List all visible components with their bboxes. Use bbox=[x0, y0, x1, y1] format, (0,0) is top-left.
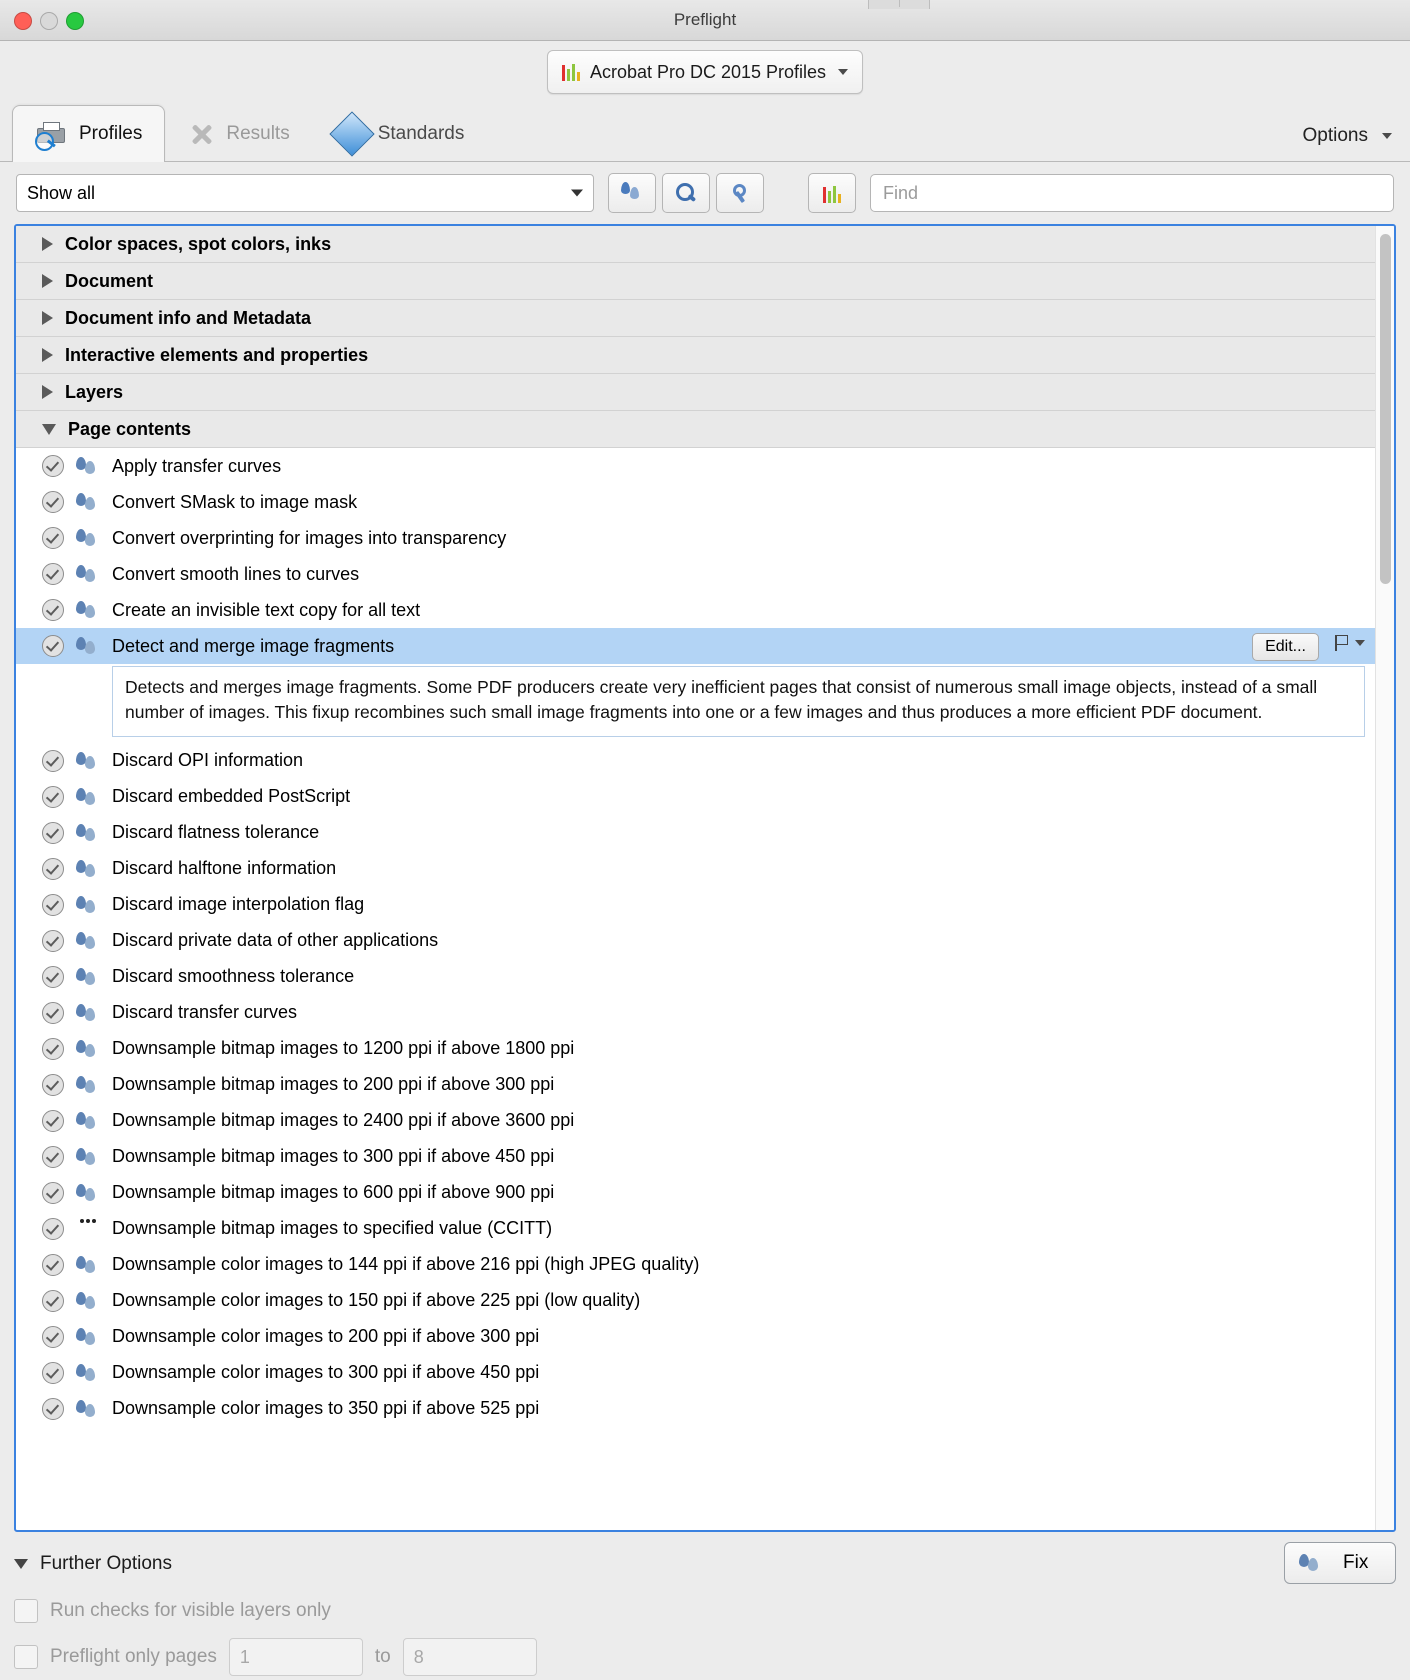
item-checkbox[interactable] bbox=[42, 527, 64, 549]
fixup-icon bbox=[76, 894, 100, 916]
profile-list[interactable] bbox=[16, 226, 1375, 1530]
item-checkbox[interactable] bbox=[42, 1218, 64, 1240]
list-item[interactable] bbox=[16, 1175, 1375, 1211]
chevron-right-icon bbox=[42, 274, 53, 288]
window-controls[interactable] bbox=[14, 12, 84, 30]
filter-select-value: Show all bbox=[27, 182, 96, 203]
printer-magnifier-icon bbox=[35, 121, 69, 147]
list-item-label: Downsample color images to 144 ppi if above 216 ppi (high JPEG quality) bbox=[112, 1254, 700, 1275]
fixup-icon bbox=[76, 1398, 100, 1420]
group-interactive-elements[interactable] bbox=[16, 337, 1375, 374]
page-to-placeholder: 8 bbox=[413, 1646, 424, 1667]
item-checkbox[interactable] bbox=[42, 455, 64, 477]
item-checkbox[interactable] bbox=[42, 563, 64, 585]
x-mark-icon bbox=[188, 121, 216, 147]
list-item[interactable] bbox=[16, 1355, 1375, 1391]
profile-selector-row bbox=[0, 41, 1410, 103]
preflight-pages-option[interactable] bbox=[14, 1634, 1396, 1680]
chevron-down-icon bbox=[1355, 640, 1365, 646]
group-label: Layers bbox=[65, 381, 124, 402]
tab-standards[interactable] bbox=[313, 105, 488, 162]
filter-select[interactable] bbox=[16, 174, 594, 212]
list-item[interactable] bbox=[16, 743, 1375, 779]
list-item-label: Downsample bitmap images to 1200 ppi if above 1800 ppi bbox=[112, 1038, 575, 1059]
list-item-label: Convert SMask to image mask bbox=[112, 491, 358, 512]
chevron-down-icon bbox=[14, 1559, 28, 1569]
profile-list-panel bbox=[14, 224, 1396, 1532]
item-checkbox[interactable] bbox=[42, 1146, 64, 1168]
list-item-label: Downsample color images to 200 ppi if above 300 ppi bbox=[112, 1326, 540, 1347]
droplet-icon bbox=[620, 182, 644, 204]
further-options-label: Further Options bbox=[40, 1553, 172, 1574]
tab-results[interactable] bbox=[165, 105, 312, 162]
blue-diamond-icon bbox=[329, 111, 374, 156]
list-item-label: Discard transfer curves bbox=[112, 1002, 298, 1023]
list-item[interactable] bbox=[16, 1031, 1375, 1067]
list-item-label: Downsample bitmap images to specified value (CCITT) bbox=[112, 1218, 553, 1239]
edit-button[interactable]: Edit... bbox=[1252, 633, 1319, 661]
list-item[interactable] bbox=[16, 1139, 1375, 1175]
list-item-label: Discard private data of other applications bbox=[112, 930, 439, 951]
list-item-label: Downsample bitmap images to 200 ppi if above 300 ppi bbox=[112, 1074, 555, 1095]
fixup-icon bbox=[76, 1038, 100, 1060]
item-checkbox[interactable] bbox=[42, 966, 64, 988]
fixup-icon bbox=[76, 1290, 100, 1312]
further-options-toggle[interactable] bbox=[14, 1553, 172, 1575]
list-item-label: Downsample color images to 350 ppi if above 525 ppi bbox=[112, 1398, 540, 1419]
list-item[interactable] bbox=[16, 592, 1375, 628]
list-item[interactable] bbox=[16, 887, 1375, 923]
item-checkbox[interactable] bbox=[42, 1002, 64, 1024]
item-checkbox[interactable] bbox=[42, 1362, 64, 1384]
list-item-label: Create an invisible text copy for all text bbox=[112, 599, 421, 620]
group-color-spaces[interactable] bbox=[16, 226, 1375, 263]
item-checkbox[interactable] bbox=[42, 1182, 64, 1204]
list-item-label: Downsample color images to 300 ppi if above 450 ppi bbox=[112, 1362, 540, 1383]
item-checkbox[interactable] bbox=[42, 491, 64, 513]
tab-bar bbox=[0, 103, 1410, 162]
fix-button-label: Fix bbox=[1343, 1552, 1369, 1573]
preflight-pages-label: Preflight only pages bbox=[50, 1646, 217, 1667]
fixup-icon bbox=[76, 1362, 100, 1384]
list-item[interactable] bbox=[16, 1103, 1375, 1139]
list-item-label: Downsample bitmap images to 300 ppi if above 450 ppi bbox=[112, 1146, 555, 1167]
item-checkbox[interactable] bbox=[42, 894, 64, 916]
group-document[interactable] bbox=[16, 263, 1375, 300]
item-checkbox[interactable] bbox=[42, 822, 64, 844]
fixup-icon bbox=[76, 635, 100, 657]
group-page-contents[interactable] bbox=[16, 411, 1375, 448]
visible-layers-label: Run checks for visible layers only bbox=[50, 1600, 331, 1621]
list-item-label: Downsample color images to 150 ppi if above 225 ppi (low quality) bbox=[112, 1290, 641, 1311]
chevron-down-icon bbox=[42, 424, 56, 435]
window-tab-nub bbox=[868, 0, 930, 9]
list-item[interactable] bbox=[16, 556, 1375, 592]
color-bars-icon bbox=[823, 183, 841, 203]
item-checkbox[interactable] bbox=[42, 930, 64, 952]
fixup-icon bbox=[76, 750, 100, 772]
chevron-right-icon bbox=[42, 348, 53, 362]
search-tool-button[interactable] bbox=[662, 173, 710, 213]
list-item[interactable] bbox=[16, 995, 1375, 1031]
window-title: Preflight bbox=[673, 10, 737, 29]
item-checkbox[interactable] bbox=[42, 1254, 64, 1276]
tab-profiles[interactable] bbox=[12, 105, 165, 162]
chevron-right-icon bbox=[42, 385, 53, 399]
flag-icon bbox=[1335, 635, 1348, 651]
fixup-icon bbox=[76, 1254, 100, 1276]
list-item[interactable] bbox=[16, 815, 1375, 851]
chevron-right-icon bbox=[42, 311, 53, 325]
item-checkbox[interactable] bbox=[42, 1326, 64, 1348]
options-menu-button[interactable] bbox=[1303, 125, 1392, 147]
toolbar bbox=[0, 162, 1410, 224]
page-from-placeholder: 1 bbox=[239, 1646, 250, 1667]
page-range-to-label: to bbox=[374, 1646, 391, 1667]
chevron-right-icon bbox=[42, 237, 53, 251]
color-bars-icon bbox=[562, 63, 580, 81]
toolbar-button-group bbox=[608, 173, 764, 213]
group-layers[interactable] bbox=[16, 374, 1375, 411]
wrench-icon bbox=[729, 182, 751, 204]
list-item-label: Convert overprinting for images into transparency bbox=[112, 527, 507, 548]
list-item-label: Convert smooth lines to curves bbox=[112, 563, 360, 584]
group-label: Document info and Metadata bbox=[65, 307, 312, 328]
group-label: Page contents bbox=[68, 418, 192, 439]
item-checkbox[interactable] bbox=[42, 858, 64, 880]
group-label: Document bbox=[65, 270, 154, 291]
list-item-label: Downsample bitmap images to 2400 ppi if above 3600 ppi bbox=[112, 1110, 575, 1131]
zoom-window-button[interactable] bbox=[66, 12, 84, 30]
list-item-label: Discard OPI information bbox=[112, 750, 304, 771]
fixup-icon bbox=[76, 1146, 100, 1168]
chevron-down-icon bbox=[571, 190, 583, 197]
minimize-window-button[interactable] bbox=[40, 12, 58, 30]
further-options-row bbox=[14, 1540, 1396, 1588]
dots-icon bbox=[76, 1217, 100, 1241]
list-item-label: Discard flatness tolerance bbox=[112, 822, 320, 843]
droplet-tool-button[interactable] bbox=[608, 173, 656, 213]
list-item[interactable] bbox=[16, 851, 1375, 887]
list-item[interactable] bbox=[16, 1211, 1375, 1247]
list-item[interactable] bbox=[16, 779, 1375, 815]
bars-tool-button[interactable] bbox=[808, 173, 856, 213]
fixup-icon bbox=[76, 491, 100, 513]
find-input-placeholder: Find bbox=[883, 182, 919, 203]
list-item[interactable] bbox=[16, 484, 1375, 520]
fixup-icon bbox=[76, 786, 100, 808]
fixup-icon bbox=[76, 1074, 100, 1096]
list-item[interactable] bbox=[16, 1391, 1375, 1427]
fixup-icon bbox=[76, 822, 100, 844]
list-item[interactable] bbox=[16, 923, 1375, 959]
visible-layers-checkbox[interactable] bbox=[14, 1599, 38, 1623]
find-input[interactable] bbox=[870, 174, 1394, 212]
tab-standards-label: Standards bbox=[377, 123, 465, 144]
scrollbar-thumb[interactable] bbox=[1380, 234, 1391, 584]
profile-selector-label: Acrobat Pro DC 2015 Profiles bbox=[589, 61, 827, 82]
item-checkbox[interactable] bbox=[42, 599, 64, 621]
list-item-label: Discard halftone information bbox=[112, 858, 337, 879]
fixup-tool-button[interactable] bbox=[716, 173, 764, 213]
item-checkbox[interactable] bbox=[42, 635, 64, 657]
fixup-icon bbox=[76, 966, 100, 988]
list-item-label: Discard smoothness tolerance bbox=[112, 966, 355, 987]
magnifier-icon bbox=[675, 182, 697, 204]
profile-selector-button[interactable] bbox=[547, 50, 863, 94]
fixup-icon bbox=[76, 1110, 100, 1132]
page-to-input[interactable] bbox=[403, 1638, 537, 1676]
options-menu-label: Options bbox=[1302, 125, 1368, 146]
list-item[interactable] bbox=[16, 1319, 1375, 1355]
list-item-label: Detect and merge image fragments bbox=[112, 635, 395, 656]
group-label: Interactive elements and properties bbox=[65, 344, 369, 365]
list-item[interactable] bbox=[16, 520, 1375, 556]
list-item-label: Downsample bitmap images to 600 ppi if above 900 ppi bbox=[112, 1182, 555, 1203]
fixup-icon bbox=[76, 1182, 100, 1204]
list-item[interactable] bbox=[16, 1067, 1375, 1103]
fixup-icon bbox=[76, 455, 100, 477]
item-checkbox[interactable] bbox=[42, 786, 64, 808]
page-from-input[interactable] bbox=[229, 1638, 363, 1676]
fixup-icon bbox=[76, 599, 100, 621]
fixup-icon bbox=[76, 1326, 100, 1348]
chevron-down-icon bbox=[1382, 133, 1392, 139]
visible-layers-option[interactable] bbox=[14, 1588, 1396, 1634]
item-checkbox[interactable] bbox=[42, 1038, 64, 1060]
fixup-icon bbox=[1299, 1552, 1323, 1574]
close-window-button[interactable] bbox=[14, 12, 32, 30]
list-item[interactable] bbox=[16, 448, 1375, 484]
tab-results-label: Results bbox=[226, 123, 290, 144]
list-item-selected[interactable] bbox=[16, 628, 1375, 664]
list-item[interactable] bbox=[16, 1247, 1375, 1283]
item-checkbox[interactable] bbox=[42, 1074, 64, 1096]
tab-profiles-label: Profiles bbox=[79, 123, 143, 144]
list-item[interactable] bbox=[16, 959, 1375, 995]
list-item[interactable] bbox=[16, 1283, 1375, 1319]
list-item-label: Apply transfer curves bbox=[112, 455, 282, 476]
group-document-info[interactable] bbox=[16, 300, 1375, 337]
item-checkbox[interactable] bbox=[42, 1110, 64, 1132]
footer bbox=[0, 1532, 1410, 1680]
flag-dropdown[interactable] bbox=[1335, 635, 1365, 651]
chevron-down-icon bbox=[838, 69, 848, 75]
fix-button[interactable] bbox=[1284, 1542, 1396, 1584]
fixup-icon bbox=[76, 1002, 100, 1024]
item-checkbox[interactable] bbox=[42, 1290, 64, 1312]
list-item-label: Discard embedded PostScript bbox=[112, 786, 351, 807]
list-scrollbar[interactable] bbox=[1375, 226, 1394, 1530]
list-item-label: Discard image interpolation flag bbox=[112, 894, 365, 915]
title-bar bbox=[0, 0, 1410, 41]
item-checkbox[interactable] bbox=[42, 750, 64, 772]
group-label: Color spaces, spot colors, inks bbox=[65, 233, 332, 254]
item-description: Detects and merges image fragments. Some PDF producers create very inefficient pages that consist of numerous small image objects, instead of a small number of images. This fixup recombines such small image fragments into one or a few images and thus produces a more efficient PDF document. bbox=[112, 666, 1365, 737]
preflight-pages-checkbox[interactable] bbox=[14, 1645, 38, 1669]
fixup-icon bbox=[76, 858, 100, 880]
fixup-icon bbox=[76, 527, 100, 549]
fixup-icon bbox=[76, 563, 100, 585]
fixup-icon bbox=[76, 930, 100, 952]
item-checkbox[interactable] bbox=[42, 1398, 64, 1420]
